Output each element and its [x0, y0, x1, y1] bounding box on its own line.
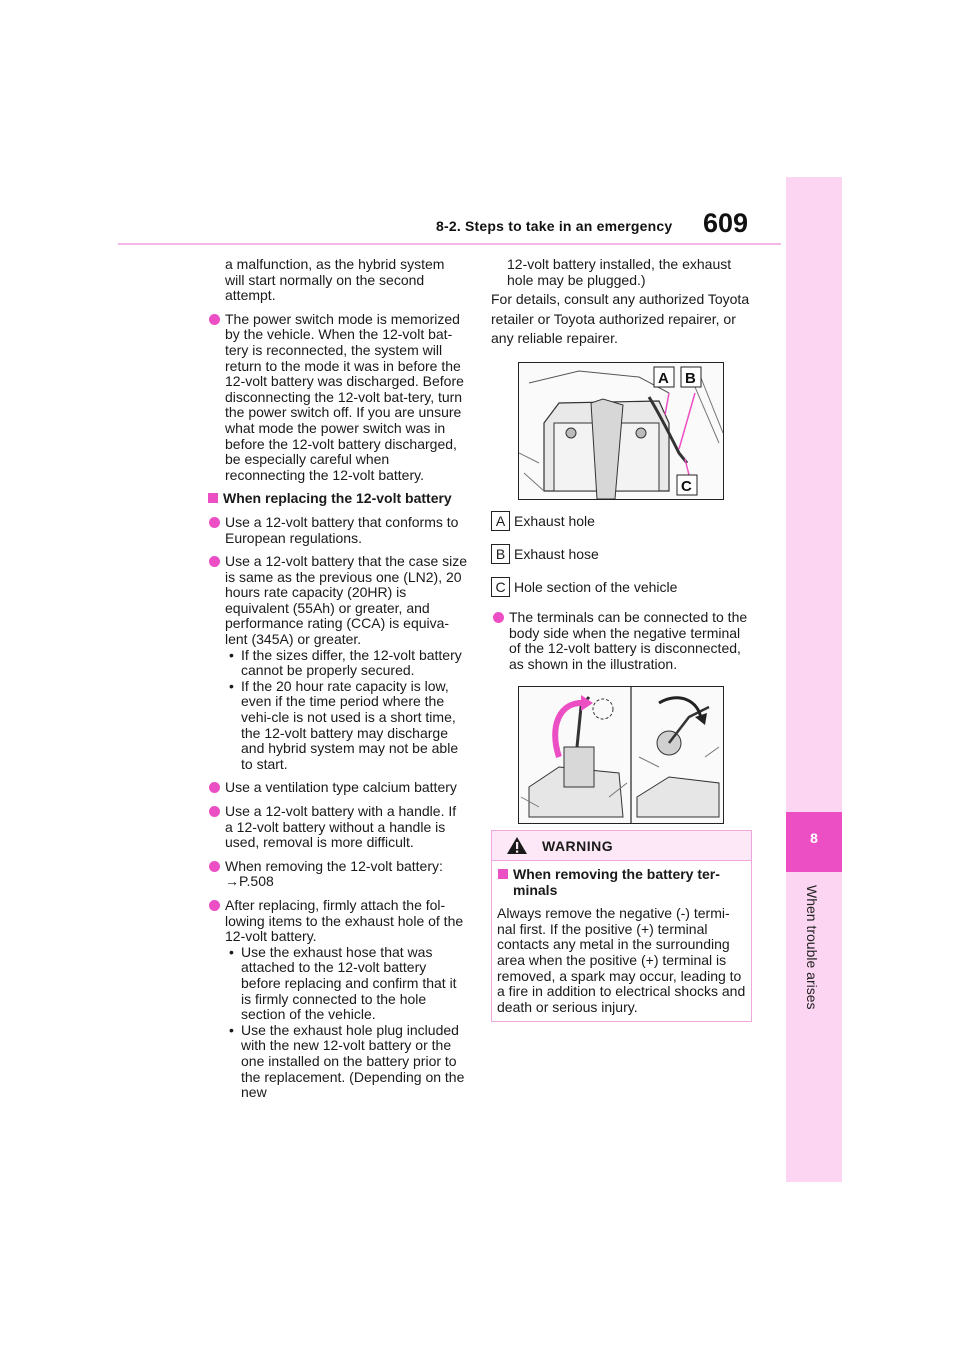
battery-exhaust-illustration [518, 362, 724, 500]
square-bullet-icon [498, 869, 508, 879]
page-reference-link[interactable]: →P.508 [225, 873, 274, 890]
terminals-note [491, 610, 753, 680]
list-item: Use a 12-volt battery that conforms to European regulations. [207, 515, 467, 546]
terminal-connection-drawing [519, 687, 723, 823]
left-column [207, 257, 467, 1109]
list-item: The terminals can be connected to the body side when the negative terminal of the 12-volt battery is disconnected, as shown in the illustration. [491, 610, 753, 672]
bullet-icon [209, 861, 220, 872]
sub-bullet-icon: • [229, 943, 234, 960]
warning-header [492, 831, 751, 861]
warning-triangle-icon [506, 836, 528, 855]
list-item: When removing the 12-volt battery: →P.508 [207, 859, 467, 890]
legend-text: Exhaust hose [514, 546, 599, 562]
legend-text: Exhaust hole [514, 513, 595, 529]
bullet-icon [209, 517, 220, 528]
chapter-number: 8 [810, 830, 818, 846]
legend-letter: C [491, 577, 510, 597]
details-paragraph: For details, consult any authorized Toyota retailer or Toyota authorized repairer, or any reliable repairer. [491, 291, 750, 347]
page-number: 609 [703, 208, 749, 238]
bullet-icon [209, 806, 220, 817]
legend-letter: A [491, 511, 510, 531]
subsection-heading: When replacing the 12-volt battery [207, 491, 467, 507]
sub-list-item: • Use the exhaust hole plug included with the new 12-volt battery or the one installed on the battery prior to the replacement. (Depending on the new [229, 1021, 465, 1101]
list-item: After replacing, firmly attach the fol-lowing items to the exhaust hole of the 12-volt battery. • Use the exhaust hose that was attached to the 12-volt battery before replacing and confirm that it is firmly connected to the hole section of the vehicle. • Use the exhaust hole plug included with the new 12-volt battery or the one installed on the battery prior to the replacement. (Depending on the new [207, 898, 467, 1101]
list-item: Use a 12-volt battery with a handle. If a 12-volt battery without a handle is used, removal is more difficult. [207, 804, 467, 851]
sub-list-item: • If the sizes differ, the 12-volt battery cannot be properly secured. [229, 646, 462, 679]
square-bullet-icon [208, 493, 218, 503]
legend-text: Hole section of the vehicle [514, 579, 678, 595]
list-item: The power switch mode is memorized by the vehicle. When the 12-volt bat-tery is reconnected, the system will return to the mode it was in before the 12-volt battery was discharged. Before disconnecting the 12-volt bat-tery, turn the power switch off. If you are unsure what mode the power switch was in before the 12-volt battery discharged, be especially careful when reconnecting the 12-volt battery. [207, 312, 467, 484]
intro-paragraph: a malfunction, as the hybrid system will start normally on the second attempt. [225, 256, 445, 304]
warning-box [491, 830, 752, 1022]
battery-exhaust-drawing [519, 363, 723, 499]
svg-text:A: A [658, 370, 669, 387]
section-title: 8-2. Steps to take in an emergency [436, 218, 673, 234]
warning-heading: When removing the battery ter-minals [497, 867, 747, 898]
sub-bullet-icon: • [229, 677, 234, 694]
legend-letter: B [491, 544, 510, 564]
chapter-title: When trouble arises [804, 885, 820, 1010]
sub-list-item: • If the 20 hour rate capacity is low, even if the time period where the vehi-cle is not used is a short time, the 12-volt battery may discharge and hybrid system may not be able to start. [229, 677, 459, 772]
sub-bullet-icon: • [229, 1021, 234, 1038]
terminal-connection-illustration [518, 686, 724, 824]
bullet-icon [493, 612, 504, 623]
sub-bullet-icon: • [229, 646, 234, 663]
bullet-icon [209, 782, 220, 793]
warning-body [497, 867, 747, 1015]
svg-text:B: B [685, 370, 696, 387]
bullet-icon [209, 900, 220, 911]
list-item: Use a ventilation type calcium battery [207, 780, 467, 796]
bullet-icon [209, 314, 220, 325]
list-item: Use a 12-volt battery that the case size is same as the previous one (LN2), 20 hours rate capacity (20HR) is equivalent (55Ah) or greater, and performance rating (CCA) is equiva-lent (345A) or greater. • If the sizes differ, the 12-volt battery cannot be properly secured. • If the 20 hour rate capacity is low, even if the time period where the vehi-cle is not used is a short time, the 12-volt battery may discharge and hybrid system may not be able to start. [207, 554, 467, 772]
svg-text:C: C [681, 478, 692, 495]
warning-text: Always remove the negative (-) termi-nal first. If the positive (+) terminal contacts any metal in the surrounding area when the positive (+) terminal is removed, a spark may occur, leading to a fire in addition to electrical shocks and death or serious injury. [497, 905, 746, 1015]
bullet-icon [209, 556, 220, 567]
chapter-side-strip [786, 177, 842, 1182]
header-rule [118, 243, 781, 245]
continuation-text: 12-volt battery installed, the exhaust hole may be plugged.) [507, 256, 732, 288]
warning-title: WARNING [542, 838, 614, 854]
sub-list-item: • Use the exhaust hose that was attached to the 12-volt battery before replacing and confirm that it is firmly connected to the hole section of the vehicle. [229, 943, 457, 1023]
